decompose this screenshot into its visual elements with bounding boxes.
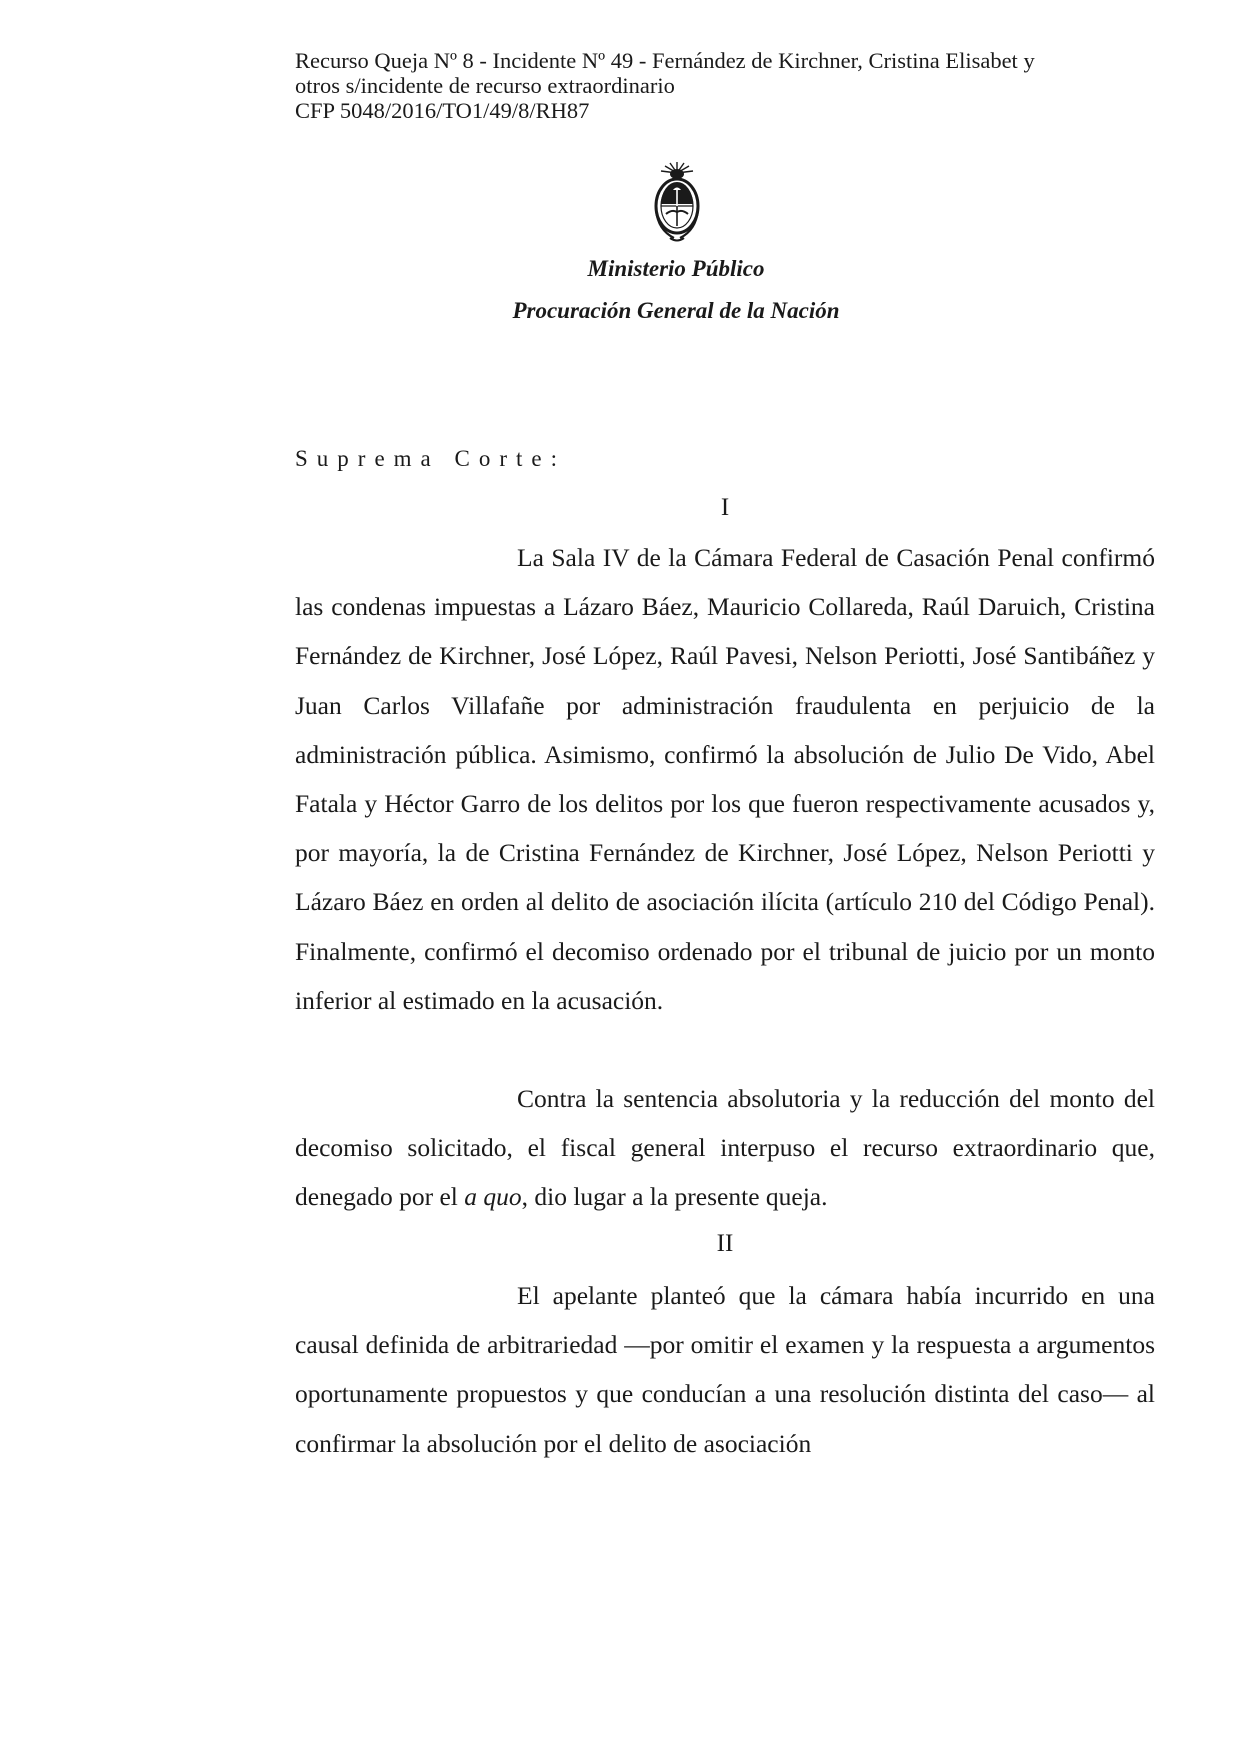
laurel-left: [656, 210, 674, 238]
latin-term: a quo: [464, 1182, 522, 1212]
salutation: Suprema Corte:: [295, 446, 566, 471]
coat-of-arms-icon: [646, 160, 708, 244]
case-header-line-2: otros s/incidente de recurso extraordinario: [295, 73, 675, 98]
ribbon: [670, 238, 684, 241]
section-numeral-1: I: [720, 494, 730, 521]
paragraph-1: La Sala IV de la Cámara Federal de Casación Penal confirmó las condenas impuestas a Lázaro Báez, Mauricio Collareda, Raúl Daruich, Cristina Fernández de Kirchner, José López, Raúl Pavesi, Nelson Periotti, José Santibáñez y Juan Carlos Villafañe por administración fraudulenta en perjuicio de la administración pública. Asimismo, confirmó la absolución de Julio De Vido, Abel Fatala y Héctor Garro de los delitos por los que fueron respectivamente acusados y, por mayoría, la de Cristina Fernández de Kirchner, José López, Nelson Periotti y Lázaro Báez en orden al delito de asociación ilícita (artículo 210 del Código Penal). Finalmente, confirmó el decomiso ordenado por el tribunal de juicio por un monto inferior al estimado en la acusación.: [295, 543, 1155, 1015]
paragraph-2-text-start: Contra la sentencia absolutoria y la reducción del monto del decomiso solicitado, el fiscal general interpuso el recurso extraordinario que, denegado por el: [295, 1084, 1155, 1212]
case-header: [295, 48, 1175, 123]
ministry-subtitle: Procuración General de la Nación: [512, 298, 840, 323]
paragraph-3: El apelante planteó que la cámara había incurrido en una causal definida de arbitrariedad —por omitir el examen y la respuesta a argumentos oportunamente propuestos y que conducían a una resolución distinta del caso— al confirmar la absolución por el delito de asociación: [295, 1281, 1155, 1458]
paragraph-2: [295, 1074, 1155, 1222]
laurel-right: [680, 210, 698, 238]
section-numeral-2: II: [716, 1230, 734, 1257]
case-header-line-3: CFP 5048/2016/TO1/49/8/RH87: [295, 98, 590, 123]
ministry-title: Ministerio Público: [587, 256, 765, 281]
case-header-line-1: Recurso Queja Nº 8 - Incidente Nº 49 - Fernández de Kirchner, Cristina Elisabet y: [295, 48, 1035, 73]
paragraph-2-text-end: , dio lugar a la presente queja.: [521, 1182, 828, 1212]
